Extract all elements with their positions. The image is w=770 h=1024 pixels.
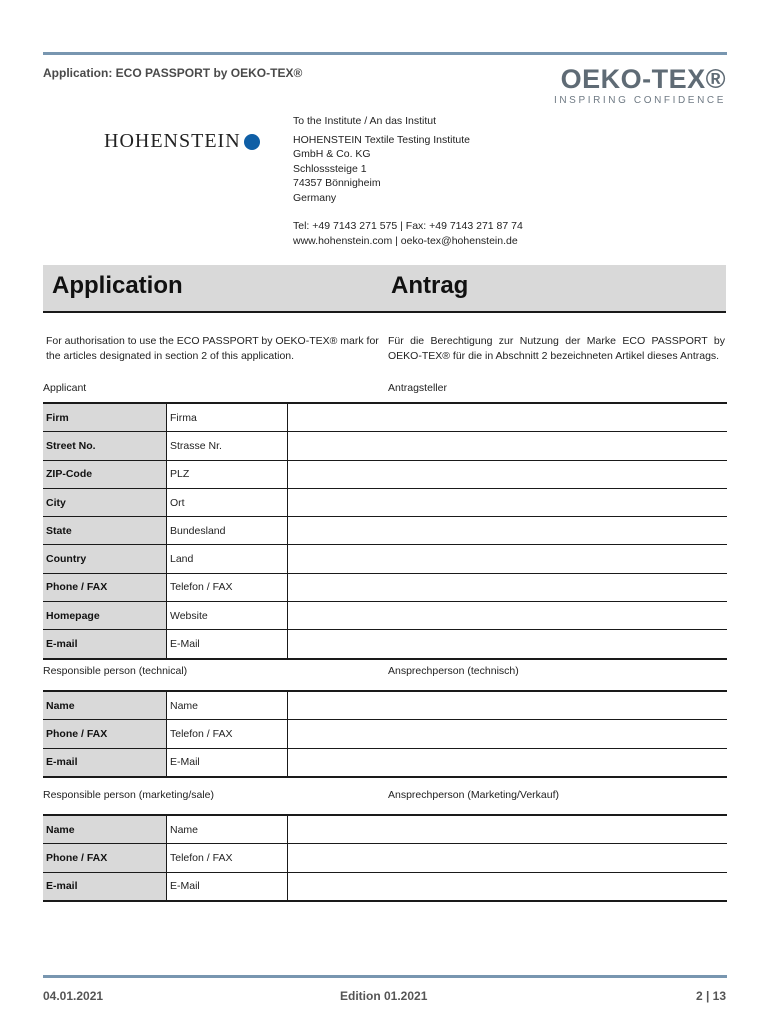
field-label-de: Name xyxy=(167,691,288,720)
table-row xyxy=(43,545,727,573)
field-label-de: Telefon / FAX xyxy=(167,844,288,872)
technical-contact-table xyxy=(43,690,727,778)
top-rule xyxy=(43,52,727,55)
hohenstein-logo xyxy=(104,130,260,153)
field-label-de: E-Mail xyxy=(167,748,288,777)
marketing-phone-input[interactable] xyxy=(288,844,728,872)
marketing-email-input[interactable] xyxy=(288,872,728,901)
field-label: Street No. xyxy=(43,432,167,460)
field-label-de: Name xyxy=(167,815,288,844)
applicant-label-en: Applicant xyxy=(43,382,87,394)
marketing-label-en: Responsible person (marketing/sale) xyxy=(43,789,214,801)
state-input[interactable] xyxy=(288,517,728,545)
table-row xyxy=(43,573,727,601)
city-input[interactable] xyxy=(288,488,728,516)
field-label-de: Strasse Nr. xyxy=(167,432,288,460)
hohenstein-logo-text: HOHENSTEIN xyxy=(104,130,241,152)
table-row xyxy=(43,602,727,630)
address-to-line: To the Institute / An das Institut xyxy=(293,115,437,127)
marketing-name-input[interactable] xyxy=(288,815,728,844)
street-input[interactable] xyxy=(288,432,728,460)
address-web-email: www.hohenstein.com | oeko-tex@hohenstein.de xyxy=(293,234,518,247)
table-row xyxy=(43,488,727,516)
table-row xyxy=(43,815,727,844)
table-row xyxy=(43,630,727,659)
field-label-de: E-Mail xyxy=(167,630,288,659)
brand-tagline: INSPIRING CONFIDENCE xyxy=(553,95,726,106)
email-input[interactable] xyxy=(288,630,728,659)
marketing-label-de: Ansprechperson (Marketing/Verkauf) xyxy=(388,789,559,801)
banner-title-en: Application xyxy=(52,272,183,299)
field-label-de: Land xyxy=(167,545,288,573)
bottom-rule xyxy=(43,975,727,978)
table-row xyxy=(43,720,727,748)
field-label-de: Bundesland xyxy=(167,517,288,545)
table-row xyxy=(43,872,727,901)
table-row xyxy=(43,403,727,432)
address-line: Germany xyxy=(293,191,337,204)
technical-label-de: Ansprechperson (technisch) xyxy=(388,665,519,677)
field-label: State xyxy=(43,517,167,545)
applicant-table xyxy=(43,402,727,660)
field-label-de: Telefon / FAX xyxy=(167,720,288,748)
address-line: HOHENSTEIN Textile Testing Institute xyxy=(293,133,471,146)
technical-phone-input[interactable] xyxy=(288,720,728,748)
field-label: ZIP-Code xyxy=(43,460,167,488)
field-label: Country xyxy=(43,545,167,573)
applicant-label-de: Antragsteller xyxy=(388,382,447,394)
footer-date: 04.01.2021 xyxy=(43,989,104,1003)
field-label: Phone / FAX xyxy=(43,720,167,748)
technical-email-input[interactable] xyxy=(288,748,728,777)
table-row xyxy=(43,691,727,720)
field-label-de: Ort xyxy=(167,488,288,516)
address-tel-fax: Tel: +49 7143 271 575 | Fax: +49 7143 271 87 74 xyxy=(293,220,523,232)
marketing-contact-table xyxy=(43,814,727,902)
field-label-de: Website xyxy=(167,602,288,630)
page-number: 2 | 13 xyxy=(695,989,726,1003)
table-row xyxy=(43,432,727,460)
address-line: GmbH & Co. KG xyxy=(293,148,371,160)
technical-label-en: Responsible person (technical) xyxy=(43,665,188,677)
table-row xyxy=(43,844,727,872)
table-row xyxy=(43,517,727,545)
technical-name-input[interactable] xyxy=(288,691,728,720)
field-label-de: Telefon / FAX xyxy=(167,573,288,601)
oeko-tex-logo xyxy=(554,64,726,106)
field-label-de: E-Mail xyxy=(167,872,288,901)
zip-input[interactable] xyxy=(288,460,728,488)
table-row xyxy=(43,748,727,777)
field-label: E-mail xyxy=(43,748,167,777)
address-line: 74357 Bönnigheim xyxy=(293,177,381,189)
institute-address xyxy=(293,114,523,248)
field-label: Name xyxy=(43,815,167,844)
field-label: Homepage xyxy=(43,602,167,630)
field-label: E-mail xyxy=(43,630,167,659)
address-line: Schlosssteige 1 xyxy=(293,162,367,175)
table-row xyxy=(43,460,727,488)
homepage-input[interactable] xyxy=(288,602,728,630)
document-title: Application: ECO PASSPORT by OEKO-TEX® xyxy=(43,66,303,80)
banner-title-de: Antrag xyxy=(391,272,469,299)
intro-text-en: For authorisation to use the ECO PASSPORT by OEKO-TEX® mark for the articles designated in section 2 of this application. xyxy=(46,335,379,362)
logo-dot-icon xyxy=(244,134,260,150)
field-label: Phone / FAX xyxy=(43,844,167,872)
field-label-de: Firma xyxy=(167,403,288,432)
footer-edition: Edition 01.2021 xyxy=(340,989,428,1003)
field-label-de: PLZ xyxy=(167,460,288,488)
brand-name: OEKO-TEX® xyxy=(560,64,726,94)
field-label: E-mail xyxy=(43,872,167,901)
field-label: Name xyxy=(43,691,167,720)
field-label: Phone / FAX xyxy=(43,573,167,601)
firm-input[interactable] xyxy=(288,403,728,432)
field-label: City xyxy=(43,488,167,516)
phone-fax-input[interactable] xyxy=(288,573,728,601)
intro-text-de: Für die Berechtigung zur Nutzung der Marke ECO PASSPORT by OEKO-TEX® für die in Abschnitt 2 bezeichneten Artikel dieses Antrags. xyxy=(388,335,725,362)
field-label: Firm xyxy=(43,403,167,432)
country-input[interactable] xyxy=(288,545,728,573)
